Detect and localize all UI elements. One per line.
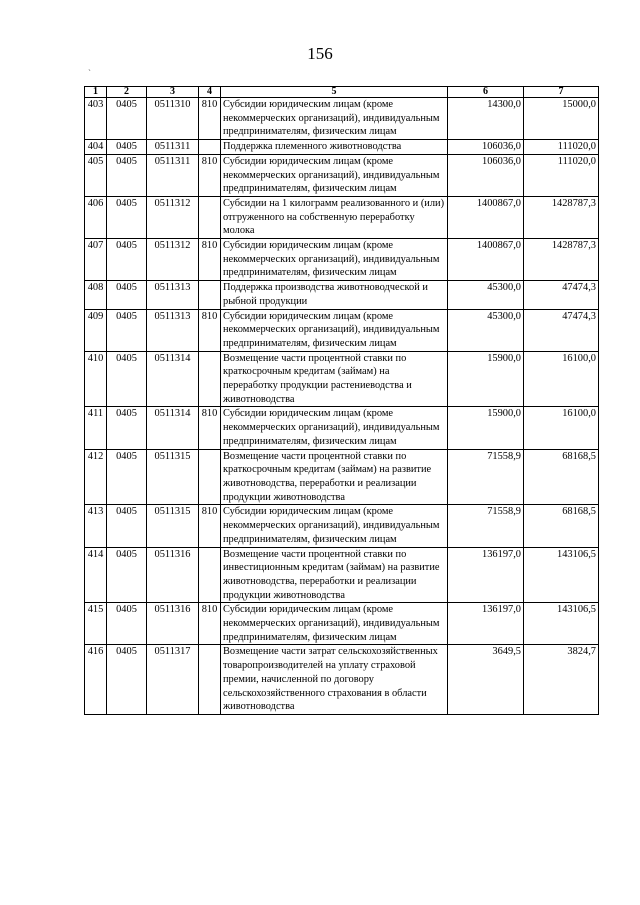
table-row [85,309,599,351]
description-cell: Субсидии юридическим лицам (кроме некоммерческих организаций), индивидуальным предпринимателям, физическим лицам [221,154,448,196]
description-cell: Возмещение части процентной ставки по инвестиционным кредитам (займам) на развитие животноводства, переработки и реализации продукции животноводства [221,547,448,603]
section-code-cell: 0405 [107,98,147,140]
description-cell: Возмещение части процентной ставки по краткосрочным кредитам (займам) на развитие животноводства, переработки и реализации продукции животноводства [221,449,448,505]
budget-table [84,86,599,715]
section-code-cell: 0405 [107,196,147,238]
description-cell: Возмещение части затрат сельскохозяйственных товаропроизводителей на уплату страховой премии, начисленной по договору сельскохозяйственного страхования в области животноводства [221,645,448,715]
header-col-3: 3 [147,87,199,98]
amount-col6-cell: 71558,9 [448,449,524,505]
row-number-cell: 416 [85,645,107,715]
expense-type-cell: 810 [199,505,221,547]
article-code-cell: 0511313 [147,281,199,309]
expense-type-cell: 810 [199,98,221,140]
amount-col7-cell: 15000,0 [524,98,599,140]
table-row [85,281,599,309]
table-row [85,547,599,603]
table-row [85,239,599,281]
amount-col7-cell: 1428787,3 [524,196,599,238]
section-code-cell: 0405 [107,140,147,155]
article-code-cell: 0511317 [147,645,199,715]
article-code-cell: 0511316 [147,547,199,603]
row-number-cell: 411 [85,407,107,449]
expense-type-cell [199,196,221,238]
scan-mark: ` [88,68,91,78]
section-code-cell: 0405 [107,239,147,281]
table-row [85,603,599,645]
article-code-cell: 0511314 [147,407,199,449]
row-number-cell: 405 [85,154,107,196]
amount-col6-cell: 15900,0 [448,351,524,407]
expense-type-cell [199,281,221,309]
section-code-cell: 0405 [107,449,147,505]
description-cell: Субсидии юридическим лицам (кроме некоммерческих организаций), индивидуальным предпринимателям, физическим лицам [221,407,448,449]
article-code-cell: 0511314 [147,351,199,407]
header-col-5: 5 [221,87,448,98]
amount-col6-cell: 1400867,0 [448,239,524,281]
section-code-cell: 0405 [107,547,147,603]
amount-col6-cell: 14300,0 [448,98,524,140]
row-number-cell: 408 [85,281,107,309]
table-row [85,449,599,505]
row-number-cell: 410 [85,351,107,407]
article-code-cell: 0511312 [147,239,199,281]
section-code-cell: 0405 [107,281,147,309]
expense-type-cell: 810 [199,154,221,196]
description-cell: Субсидии на 1 килограмм реализованного и (или) отгруженного на собственную переработку молока [221,196,448,238]
amount-col7-cell: 16100,0 [524,407,599,449]
amount-col7-cell: 111020,0 [524,140,599,155]
page-number: 156 [307,44,333,63]
table-row [85,645,599,715]
amount-col6-cell: 45300,0 [448,309,524,351]
table-row [85,351,599,407]
amount-col7-cell: 47474,3 [524,281,599,309]
description-cell: Субсидии юридическим лицам (кроме некоммерческих организаций), индивидуальным предпринимателям, физическим лицам [221,309,448,351]
row-number-cell: 409 [85,309,107,351]
amount-col6-cell: 45300,0 [448,281,524,309]
article-code-cell: 0511311 [147,140,199,155]
amount-col7-cell: 1428787,3 [524,239,599,281]
amount-col6-cell: 15900,0 [448,407,524,449]
row-number-cell: 403 [85,98,107,140]
row-number-cell: 413 [85,505,107,547]
expense-type-cell: 810 [199,239,221,281]
section-code-cell: 0405 [107,407,147,449]
amount-col6-cell: 106036,0 [448,140,524,155]
section-code-cell: 0405 [107,505,147,547]
amount-col6-cell: 71558,9 [448,505,524,547]
header-col-4: 4 [199,87,221,98]
table-row [85,505,599,547]
amount-col7-cell: 68168,5 [524,449,599,505]
article-code-cell: 0511313 [147,309,199,351]
expense-type-cell [199,645,221,715]
amount-col7-cell: 111020,0 [524,154,599,196]
article-code-cell: 0511315 [147,449,199,505]
description-cell: Субсидии юридическим лицам (кроме некоммерческих организаций), индивидуальным предпринимателям, физическим лицам [221,603,448,645]
section-code-cell: 0405 [107,603,147,645]
article-code-cell: 0511316 [147,603,199,645]
description-cell: Субсидии юридическим лицам (кроме некоммерческих организаций), индивидуальным предпринимателям, физическим лицам [221,505,448,547]
article-code-cell: 0511315 [147,505,199,547]
table-header-row [85,87,599,98]
amount-col6-cell: 1400867,0 [448,196,524,238]
header-col-7: 7 [524,87,599,98]
article-code-cell: 0511311 [147,154,199,196]
table-row [85,98,599,140]
header-col-1: 1 [85,87,107,98]
row-number-cell: 415 [85,603,107,645]
expense-type-cell [199,351,221,407]
description-cell: Поддержка производства животноводческой и рыбной продукции [221,281,448,309]
article-code-cell: 0511312 [147,196,199,238]
row-number-cell: 406 [85,196,107,238]
row-number-cell: 412 [85,449,107,505]
section-code-cell: 0405 [107,154,147,196]
section-code-cell: 0405 [107,351,147,407]
amount-col6-cell: 136197,0 [448,603,524,645]
amount-col7-cell: 47474,3 [524,309,599,351]
row-number-cell: 407 [85,239,107,281]
amount-col6-cell: 3649,5 [448,645,524,715]
expense-type-cell: 810 [199,603,221,645]
table-body [85,98,599,715]
amount-col6-cell: 136197,0 [448,547,524,603]
header-col-6: 6 [448,87,524,98]
table-row [85,140,599,155]
amount-col7-cell: 16100,0 [524,351,599,407]
header-col-2: 2 [107,87,147,98]
amount-col7-cell: 3824,7 [524,645,599,715]
table-row [85,407,599,449]
description-cell: Поддержка племенного животноводства [221,140,448,155]
section-code-cell: 0405 [107,309,147,351]
expense-type-cell: 810 [199,309,221,351]
amount-col6-cell: 106036,0 [448,154,524,196]
description-cell: Субсидии юридическим лицам (кроме некоммерческих организаций), индивидуальным предпринимателям, физическим лицам [221,239,448,281]
row-number-cell: 404 [85,140,107,155]
table-row [85,196,599,238]
amount-col7-cell: 143106,5 [524,603,599,645]
expense-type-cell [199,547,221,603]
expense-type-cell: 810 [199,407,221,449]
amount-col7-cell: 68168,5 [524,505,599,547]
row-number-cell: 414 [85,547,107,603]
description-cell: Возмещение части процентной ставки по краткосрочным кредитам (займам) на переработку продукции растениеводства и животноводства [221,351,448,407]
description-cell: Субсидии юридическим лицам (кроме некоммерческих организаций), индивидуальным предпринимателям, физическим лицам [221,98,448,140]
amount-col7-cell: 143106,5 [524,547,599,603]
article-code-cell: 0511310 [147,98,199,140]
table-row [85,154,599,196]
section-code-cell: 0405 [107,645,147,715]
expense-type-cell [199,449,221,505]
expense-type-cell [199,140,221,155]
